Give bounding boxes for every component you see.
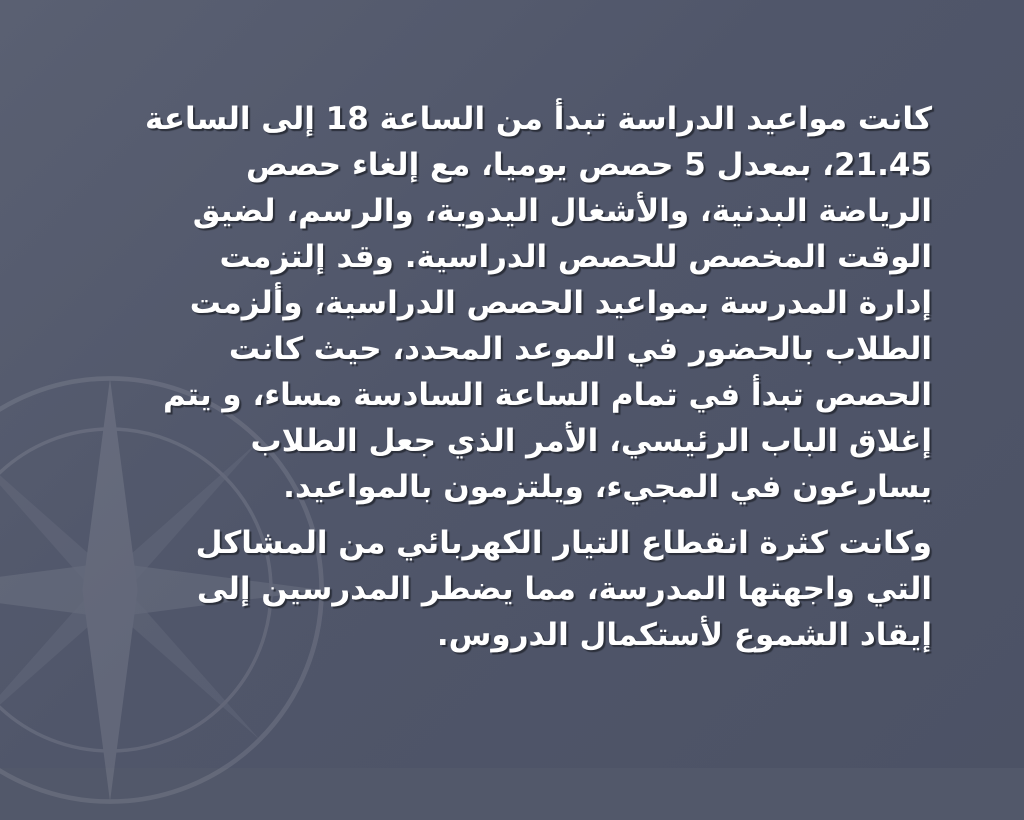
paragraph-text: وكانت كثرة انقطاع التيار الكهربائي من المشاكل التي واجهتها المدرسة، مما يضطر المدرسين إلى إيقاد الشموع لأستكمال الدروس.	[195, 525, 932, 653]
paragraph-1	[142, 96, 932, 510]
slide-content	[142, 96, 932, 668]
paragraph-2	[142, 520, 932, 658]
paragraph-text: كانت مواعيد الدراسة تبدأ من الساعة 18 إلى الساعة 21.45، بمعدل 5 حصص يوميا، مع إلغاء حصص الرياضة البدنية، والأشغال اليدوية، والرسم، لضيق الوقت المخصص للحصص الدراسية. وقد إلتزمت إدارة المدرسة بمواعيد الحصص الدراسية، وألزمت الطلاب بالحضور في الموعد المحدد، حيث كانت الحصص تبدأ في تمام الساعة السادسة مساء، و يتم إغلاق الباب الرئيسي، الأمر الذي جعل الطلاب يسارعون في المجيء، ويلتزمون بالمواعيد.	[145, 101, 932, 505]
